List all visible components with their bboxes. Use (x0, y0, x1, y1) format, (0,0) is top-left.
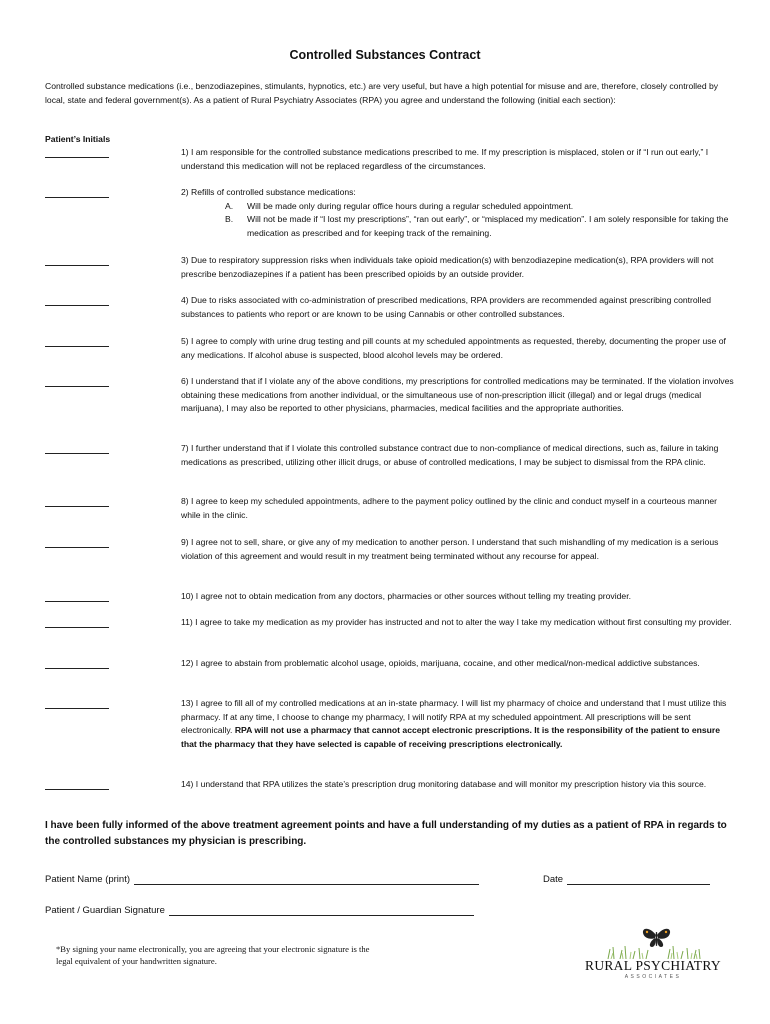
initials-field[interactable] (45, 375, 109, 387)
clause-text: 10) I agree not to obtain medication from any doctors, pharmacies or other sources without telling my treating provider. (181, 591, 631, 601)
clause-text: 14) I understand that RPA utilizes the state’s prescription drug monitoring database and will monitor my prescription history via this source. (181, 779, 707, 789)
initials-field[interactable] (45, 536, 109, 548)
initials-field[interactable] (45, 146, 109, 158)
initials-field[interactable] (45, 186, 109, 198)
clause-text: 8) I agree to keep my scheduled appointments, adhere to the payment policy outlined by the clinic and conduct myself in a courteous manner while in the clinic. (181, 496, 717, 520)
clause-text: 11) I agree to take my medication as my provider has instructed and not to alter the way I take my medication without first consulting my provider. (181, 617, 732, 627)
initials-heading: Patient’s Initials (45, 134, 111, 144)
intro-paragraph: Controlled substance medications (i.e., benzodiazepines, stimulants, hypnotics, etc.) are very useful, but have a high potential for misuse and are, therefore, closely controlled by local, state and federal government(s). As a patient of Rural Psychiatry Associates (RPA) you agree and understand the following (initial each section): (45, 81, 719, 105)
initials-field[interactable] (45, 616, 109, 628)
initials-field[interactable] (45, 254, 109, 266)
sub-letter: A. (225, 200, 234, 211)
clause-text: 6) I understand that if I violate any of the above conditions, my prescriptions for controlled medications may be terminated. If the violation involves obtaining these medications from another individual, or the simultaneous use of non-prescription illicit (illegal) and or legal drugs (medical marijuana), I may also be reported to other physicians, pharmacies, medical facilities and the appropriate authorities. (181, 376, 734, 413)
butterfly-icon (578, 925, 728, 959)
logo-name: RURAL PSYCHIATRY (585, 958, 721, 973)
clause-text: 1) I am responsible for the controlled substance medications prescribed to me. If my prescription is misplaced, stolen or if “I run out early,” I understand this medication will not be replaced regardless of the circumstances. (181, 147, 709, 171)
rpa-logo (578, 925, 728, 985)
initials-field[interactable] (45, 442, 109, 454)
initials-field[interactable] (45, 657, 109, 669)
sub-text: Will not be made if “I lost my prescriptions”, “ran out early”, or “misplaced my medication”. I am solely responsible for taking the medication as prescribed and for keeping track of the remaining. (247, 214, 729, 238)
clause-text: 12) I agree to abstain from problematic alcohol usage, opioids, marijuana, cocaine, and other medical/non-medical addictive substances. (181, 658, 700, 668)
clause-text (181, 697, 737, 751)
initials-field[interactable] (45, 495, 109, 507)
clause-text: 3) Due to respiratory suppression risks when individuals take opioid medication(s) with benzodiazepine medication(s), RPA providers will not prescribe benzodiazepines if a patient has been prescribed opioids by an outside provider. (181, 255, 714, 279)
initials-field[interactable] (45, 294, 109, 306)
sub-clause (225, 200, 737, 214)
patient-name-label: Patient Name (print) (45, 874, 131, 885)
clause-text: 7) I further understand that if I violate this controlled substance contract due to non-compliance of medical directions, such as, failure in taking medications as prescribed, utilizing other illicit drugs, or abuse of controlled medications, I may be subject to dismissal from the RPA clinic. (181, 443, 719, 467)
date-field[interactable] (567, 874, 710, 885)
patient-name-field[interactable] (134, 874, 479, 885)
electronic-signature-note: *By signing your name electronically, you are agreeing that your electronic signature is the legal equivalent of your handwritten signature. (56, 944, 370, 966)
initials-field[interactable] (45, 778, 109, 790)
sub-letter: B. (225, 214, 234, 224)
logo-subtitle: ASSOCIATES (624, 974, 682, 980)
sub-text: Will be made only during regular office hours during a regular scheduled appointment. (247, 200, 574, 211)
initials-field[interactable] (45, 590, 109, 602)
clause-text: 9) I agree not to sell, share, or give any of my medication to another person. I understand that such mishandling of my medication is a serious violation of this agreement and would result in my treatment being terminated without any recourse for appeal. (181, 537, 719, 561)
acknowledgement-statement: I have been fully informed of the above treatment agreement points and have a full understanding of my duties as a patient of RPA in regards to the controlled substances my physician is prescribing. (45, 820, 727, 847)
signature-label: Patient / Guardian Signature (45, 905, 165, 916)
initials-field[interactable] (45, 335, 109, 347)
clause-emphasis: RPA will not use a pharmacy that cannot accept electronic prescriptions. It is the responsibility of the patient to ensure that the pharmacy that they have selected is capable of receiving prescriptions electronically. (181, 725, 720, 749)
date-row (543, 874, 710, 885)
date-label: Date (543, 874, 564, 885)
signature-field[interactable] (169, 905, 474, 916)
clause-text (181, 186, 737, 240)
clause-text: 5) I agree to comply with urine drug testing and pill counts at my scheduled appointments as requested, thereby, documenting the proper use of any medications. If alcohol abuse is suspected, blood alcohol levels may be ordered. (181, 336, 726, 360)
clause-heading: 2) Refills of controlled substance medications: (181, 187, 356, 197)
page-title: Controlled Substances Contract (289, 48, 481, 62)
clause-body: 13) I agree to fill all of my controlled medications at an in-state pharmacy. I will list my pharmacy of choice and understand that I must utilize this pharmacy. If at any time, I choose to change my pharmacy, I will notify RPA at my scheduled appointment. All prescriptions will be sent electronically. (181, 698, 727, 735)
sub-clause (225, 213, 737, 240)
patient-name-row (45, 874, 479, 885)
signature-row (45, 905, 474, 916)
initials-field[interactable] (45, 697, 109, 709)
clause-text: 4) Due to risks associated with co-administration of prescribed medications, RPA providers are recommended against prescribing controlled substances to patients who report or are known to be using Cannabis or other controlled substances. (181, 295, 712, 319)
